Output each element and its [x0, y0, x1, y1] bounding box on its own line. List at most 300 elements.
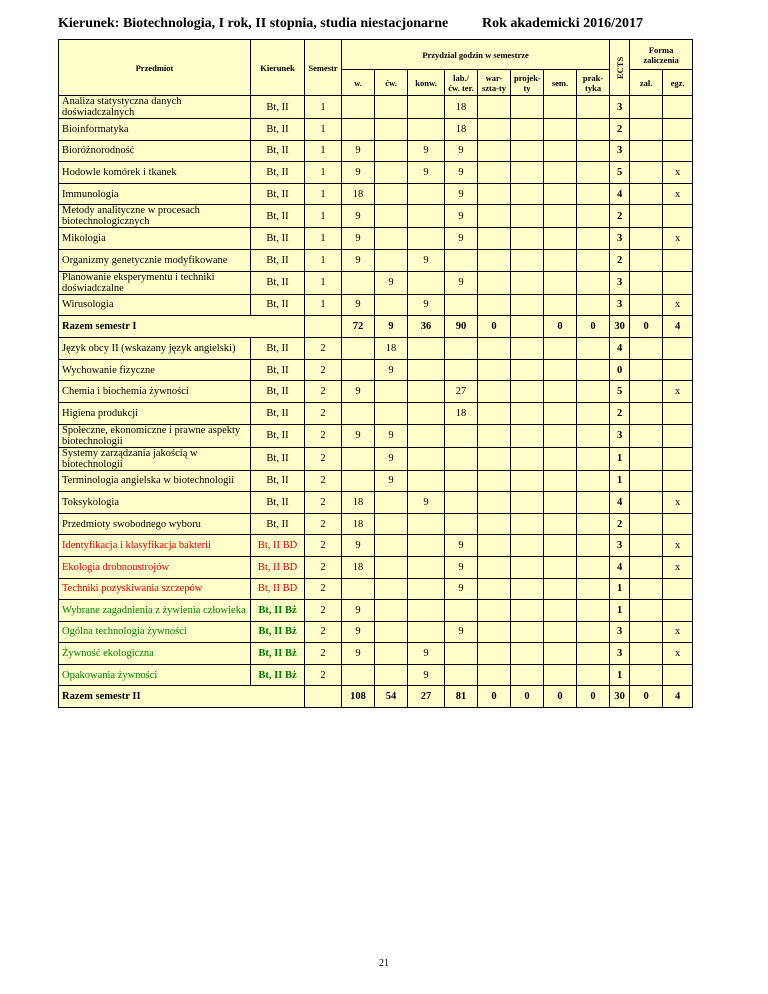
- cell-war: 0: [478, 316, 511, 338]
- table-row: [59, 359, 693, 381]
- cell-sem: 1: [305, 271, 342, 294]
- cell-kier: Bt, II BD: [251, 556, 305, 578]
- cell-w: [342, 470, 375, 492]
- cell-zal: [630, 492, 663, 514]
- cell-war: [478, 578, 511, 600]
- cell-kier: Bt, II: [251, 271, 305, 294]
- cell-sem: 1: [305, 228, 342, 250]
- summary-row: [59, 316, 693, 338]
- academic-year: Rok akademicki 2016/2017: [481, 16, 643, 31]
- cell-zal: [630, 183, 663, 205]
- cell-konw: 9: [408, 294, 445, 316]
- cell-ects: 1: [610, 578, 630, 600]
- cell-war: [478, 140, 511, 162]
- cell-ects: 1: [610, 470, 630, 492]
- cell-proj: [511, 664, 544, 686]
- cell-lab: [445, 359, 478, 381]
- cell-zal: [630, 162, 663, 184]
- cell-konw: [408, 447, 445, 470]
- cell-proj: [511, 600, 544, 622]
- cell-cw: [375, 643, 408, 665]
- cell-zal: [630, 556, 663, 578]
- cell-w: 9: [342, 535, 375, 557]
- cell-proj: [511, 381, 544, 403]
- cell-prak: [577, 535, 610, 557]
- cell-konw: [408, 338, 445, 360]
- cell-w: [342, 359, 375, 381]
- cell-konw: [408, 578, 445, 600]
- cell-lab: [445, 513, 478, 535]
- cell-prak: [577, 492, 610, 514]
- col-sem: sem.: [544, 70, 577, 96]
- cell-lab: 81: [445, 686, 478, 708]
- cell-w: [342, 447, 375, 470]
- cell-zal: [630, 402, 663, 424]
- cell-semn: [544, 470, 577, 492]
- cell-konw: 9: [408, 643, 445, 665]
- cell-lab: [445, 664, 478, 686]
- table-row: [59, 535, 693, 557]
- cell-w: [342, 578, 375, 600]
- cell-cw: 54: [375, 686, 408, 708]
- cell-cw: [375, 228, 408, 250]
- cell-ects: 3: [610, 96, 630, 119]
- cell-kier: Bt, II: [251, 424, 305, 447]
- table-row: [59, 162, 693, 184]
- cell-war: [478, 359, 511, 381]
- cell-egz: [663, 424, 693, 447]
- cell-egz: x: [663, 183, 693, 205]
- cell-lab: [445, 338, 478, 360]
- cell-proj: [511, 492, 544, 514]
- table-row: [59, 600, 693, 622]
- cell-konw: [408, 513, 445, 535]
- col-w: w.: [342, 70, 375, 96]
- table-row: [59, 183, 693, 205]
- table-row: [59, 205, 693, 228]
- cell-w: 9: [342, 249, 375, 271]
- program-title: Kierunek: Biotechnologia, I rok, II stopnia, studia niestacjonarne: [58, 16, 449, 31]
- cell-prak: [577, 470, 610, 492]
- cell-war: [478, 600, 511, 622]
- cell-lab: 9: [445, 205, 478, 228]
- cell-cw: [375, 205, 408, 228]
- cell-kier: Bt, II BD: [251, 578, 305, 600]
- study-plan-table: [58, 39, 693, 708]
- cell-semn: [544, 359, 577, 381]
- cell-proj: [511, 119, 544, 141]
- cell-konw: 9: [408, 162, 445, 184]
- cell-ects: 30: [610, 686, 630, 708]
- col-przydzial: Przydział godzin w semestrze: [342, 40, 610, 70]
- cell-prak: [577, 140, 610, 162]
- cell-prak: [577, 96, 610, 119]
- cell-cw: [375, 381, 408, 403]
- cell-cw: [375, 162, 408, 184]
- col-konw: konw.: [408, 70, 445, 96]
- cell-proj: [511, 470, 544, 492]
- cell-name: Systemy zarządzania jakością w biotechnologii: [59, 447, 251, 470]
- cell-ects: 3: [610, 424, 630, 447]
- cell-name: Terminologia angielska w biotechnologii: [59, 470, 251, 492]
- cell-proj: [511, 513, 544, 535]
- cell-egz: x: [663, 162, 693, 184]
- cell-war: [478, 271, 511, 294]
- cell-semn: [544, 402, 577, 424]
- cell-semn: [544, 424, 577, 447]
- cell-proj: [511, 162, 544, 184]
- cell-egz: [663, 359, 693, 381]
- cell-zal: [630, 447, 663, 470]
- cell-name: Ogólna technologia żywności: [59, 621, 251, 643]
- cell-ects: 3: [610, 535, 630, 557]
- cell-cw: [375, 249, 408, 271]
- cell-war: [478, 470, 511, 492]
- cell-war: [478, 249, 511, 271]
- cell-war: [478, 664, 511, 686]
- cell-sem: 2: [305, 402, 342, 424]
- cell-kier: Bt, II: [251, 294, 305, 316]
- cell-w: 9: [342, 140, 375, 162]
- cell-w: 9: [342, 205, 375, 228]
- cell-sem: 2: [305, 359, 342, 381]
- cell-semn: [544, 338, 577, 360]
- cell-cw: [375, 578, 408, 600]
- cell-egz: [663, 338, 693, 360]
- cell-cw: [375, 535, 408, 557]
- cell-ects: 4: [610, 338, 630, 360]
- cell-proj: [511, 96, 544, 119]
- cell-semn: [544, 578, 577, 600]
- cell-name: Planowanie eksperymentu i techniki doświadczalne: [59, 271, 251, 294]
- cell-prak: [577, 271, 610, 294]
- cell-sem: 1: [305, 140, 342, 162]
- cell-konw: [408, 556, 445, 578]
- cell-proj: [511, 535, 544, 557]
- cell-konw: [408, 359, 445, 381]
- cell-prak: [577, 338, 610, 360]
- cell-name: Higiena produkcji: [59, 402, 251, 424]
- cell-war: [478, 535, 511, 557]
- cell-w: 9: [342, 294, 375, 316]
- cell-sem: 2: [305, 664, 342, 686]
- cell-w: 18: [342, 556, 375, 578]
- cell-lab: 27: [445, 381, 478, 403]
- cell-kier: Bt, II: [251, 119, 305, 141]
- cell-name: Analiza statystyczna danych doświadczalnych: [59, 96, 251, 119]
- cell-zal: [630, 338, 663, 360]
- table-row: [59, 424, 693, 447]
- cell-sem: 2: [305, 447, 342, 470]
- page-header: [58, 16, 713, 34]
- col-cw: ćw.: [375, 70, 408, 96]
- cell-name: Organizmy genetycznie modyfikowane: [59, 249, 251, 271]
- cell-sem: 2: [305, 621, 342, 643]
- cell-war: [478, 338, 511, 360]
- table-row: [59, 513, 693, 535]
- cell-zal: [630, 96, 663, 119]
- cell-ects: 1: [610, 600, 630, 622]
- cell-sem: 2: [305, 470, 342, 492]
- cell-w: 18: [342, 183, 375, 205]
- cell-kier: Bt, II Bż: [251, 643, 305, 665]
- cell-prak: 0: [577, 686, 610, 708]
- cell-proj: [511, 402, 544, 424]
- cell-cw: [375, 621, 408, 643]
- cell-name: Wirusologia: [59, 294, 251, 316]
- cell-ects: 2: [610, 205, 630, 228]
- table-row: [59, 664, 693, 686]
- table-row: [59, 447, 693, 470]
- cell-war: [478, 205, 511, 228]
- cell-name: Metody analityczne w procesach biotechnologicznych: [59, 205, 251, 228]
- cell-zal: [630, 600, 663, 622]
- cell-konw: [408, 183, 445, 205]
- cell-kier: Bt, II: [251, 338, 305, 360]
- cell-kier: Bt, II: [251, 96, 305, 119]
- cell-semn: [544, 294, 577, 316]
- cell-prak: [577, 359, 610, 381]
- cell-name: Razem semestr II: [59, 686, 305, 708]
- cell-name: Hodowle komórek i tkanek: [59, 162, 251, 184]
- cell-w: [342, 664, 375, 686]
- cell-semn: [544, 183, 577, 205]
- cell-ects: 2: [610, 402, 630, 424]
- cell-semn: [544, 492, 577, 514]
- cell-name: Toksykologia: [59, 492, 251, 514]
- cell-w: 9: [342, 228, 375, 250]
- cell-lab: 9: [445, 578, 478, 600]
- cell-semn: [544, 556, 577, 578]
- cell-w: 9: [342, 424, 375, 447]
- cell-sem: [305, 316, 342, 338]
- cell-konw: [408, 402, 445, 424]
- cell-war: [478, 96, 511, 119]
- cell-egz: [663, 470, 693, 492]
- table-row: [59, 556, 693, 578]
- cell-lab: 9: [445, 140, 478, 162]
- table-row: [59, 338, 693, 360]
- cell-zal: 0: [630, 686, 663, 708]
- cell-proj: [511, 447, 544, 470]
- cell-prak: [577, 556, 610, 578]
- cell-w: [342, 119, 375, 141]
- cell-kier: Bt, II: [251, 381, 305, 403]
- cell-lab: 9: [445, 183, 478, 205]
- cell-w: [342, 338, 375, 360]
- cell-ects: 2: [610, 249, 630, 271]
- table-row: [59, 643, 693, 665]
- cell-proj: [511, 359, 544, 381]
- cell-semn: [544, 381, 577, 403]
- cell-sem: 1: [305, 294, 342, 316]
- cell-egz: [663, 600, 693, 622]
- cell-egz: 4: [663, 686, 693, 708]
- cell-zal: [630, 643, 663, 665]
- cell-proj: [511, 228, 544, 250]
- cell-sem: 2: [305, 492, 342, 514]
- cell-prak: [577, 447, 610, 470]
- cell-cw: 9: [375, 424, 408, 447]
- cell-name: Język obcy II (wskazany język angielski): [59, 338, 251, 360]
- cell-egz: [663, 664, 693, 686]
- cell-konw: [408, 271, 445, 294]
- cell-zal: [630, 578, 663, 600]
- cell-w: 9: [342, 600, 375, 622]
- col-przedmiot: Przedmiot: [59, 40, 251, 96]
- cell-cw: [375, 402, 408, 424]
- cell-proj: [511, 643, 544, 665]
- cell-egz: 4: [663, 316, 693, 338]
- col-warsztaty: war-szta-ty: [478, 70, 511, 96]
- cell-ects: 3: [610, 294, 630, 316]
- cell-semn: [544, 447, 577, 470]
- cell-war: [478, 294, 511, 316]
- cell-semn: [544, 140, 577, 162]
- cell-cw: [375, 183, 408, 205]
- col-praktyka: prak-tyka: [577, 70, 610, 96]
- cell-konw: [408, 470, 445, 492]
- cell-proj: [511, 578, 544, 600]
- col-egz: egz.: [663, 70, 693, 96]
- cell-proj: [511, 205, 544, 228]
- cell-war: [478, 228, 511, 250]
- cell-kier: Bt, II: [251, 359, 305, 381]
- cell-proj: [511, 140, 544, 162]
- cell-konw: 27: [408, 686, 445, 708]
- cell-kier: Bt, II: [251, 183, 305, 205]
- cell-konw: [408, 119, 445, 141]
- cell-zal: [630, 664, 663, 686]
- cell-sem: 1: [305, 183, 342, 205]
- cell-semn: [544, 162, 577, 184]
- cell-name: Techniki pozyskiwania szczepów: [59, 578, 251, 600]
- cell-lab: 9: [445, 556, 478, 578]
- cell-war: [478, 621, 511, 643]
- cell-name: Mikologia: [59, 228, 251, 250]
- cell-w: [342, 402, 375, 424]
- cell-ects: 30: [610, 316, 630, 338]
- cell-sem: 2: [305, 556, 342, 578]
- cell-proj: [511, 556, 544, 578]
- cell-egz: [663, 205, 693, 228]
- cell-cw: 9: [375, 271, 408, 294]
- cell-lab: [445, 424, 478, 447]
- cell-w: [342, 271, 375, 294]
- cell-semn: [544, 600, 577, 622]
- cell-proj: [511, 316, 544, 338]
- cell-prak: 0: [577, 316, 610, 338]
- cell-semn: [544, 205, 577, 228]
- col-lab: lab./ ćw. ter.: [445, 70, 478, 96]
- cell-kier: Bt, II: [251, 470, 305, 492]
- cell-ects: 4: [610, 183, 630, 205]
- table-row: [59, 271, 693, 294]
- cell-proj: [511, 249, 544, 271]
- cell-prak: [577, 424, 610, 447]
- cell-egz: x: [663, 643, 693, 665]
- cell-zal: [630, 513, 663, 535]
- cell-konw: [408, 424, 445, 447]
- cell-prak: [577, 249, 610, 271]
- cell-ects: 0: [610, 359, 630, 381]
- table-row: [59, 381, 693, 403]
- table-row: [59, 140, 693, 162]
- cell-proj: [511, 183, 544, 205]
- cell-w: 9: [342, 162, 375, 184]
- cell-kier: Bt, II: [251, 447, 305, 470]
- cell-proj: 0: [511, 686, 544, 708]
- table-row: [59, 249, 693, 271]
- cell-name: Przedmioty swobodnego wyboru: [59, 513, 251, 535]
- cell-semn: 0: [544, 686, 577, 708]
- cell-cw: [375, 294, 408, 316]
- cell-zal: [630, 535, 663, 557]
- cell-lab: 9: [445, 162, 478, 184]
- table-row: [59, 492, 693, 514]
- cell-lab: [445, 643, 478, 665]
- cell-sem: 2: [305, 600, 342, 622]
- cell-sem: [305, 686, 342, 708]
- cell-kier: Bt, II: [251, 140, 305, 162]
- cell-name: Ekologia drobnoustrojów: [59, 556, 251, 578]
- cell-name: Żywność ekologiczna: [59, 643, 251, 665]
- cell-lab: [445, 447, 478, 470]
- table-row: [59, 578, 693, 600]
- cell-name: Chemia i biochemia żywności: [59, 381, 251, 403]
- cell-egz: x: [663, 492, 693, 514]
- cell-prak: [577, 119, 610, 141]
- table-row: [59, 402, 693, 424]
- col-zal: zal.: [630, 70, 663, 96]
- cell-sem: 1: [305, 162, 342, 184]
- cell-semn: [544, 535, 577, 557]
- col-projekty: projek-ty: [511, 70, 544, 96]
- cell-ects: 3: [610, 621, 630, 643]
- cell-sem: 2: [305, 338, 342, 360]
- cell-lab: 90: [445, 316, 478, 338]
- cell-cw: [375, 96, 408, 119]
- cell-zal: [630, 271, 663, 294]
- cell-zal: [630, 621, 663, 643]
- cell-w: 108: [342, 686, 375, 708]
- col-ects: ECTS: [610, 40, 630, 96]
- cell-semn: [544, 643, 577, 665]
- cell-egz: [663, 513, 693, 535]
- cell-egz: [663, 447, 693, 470]
- cell-semn: [544, 621, 577, 643]
- cell-lab: 9: [445, 535, 478, 557]
- cell-semn: [544, 96, 577, 119]
- cell-lab: 18: [445, 402, 478, 424]
- table-row: [59, 621, 693, 643]
- cell-ects: 2: [610, 119, 630, 141]
- cell-sem: 2: [305, 381, 342, 403]
- table-row: [59, 294, 693, 316]
- cell-cw: 9: [375, 447, 408, 470]
- cell-sem: 2: [305, 424, 342, 447]
- cell-proj: [511, 271, 544, 294]
- cell-name: Opakowania żywności: [59, 664, 251, 686]
- cell-war: [478, 513, 511, 535]
- cell-proj: [511, 424, 544, 447]
- cell-prak: [577, 643, 610, 665]
- cell-egz: [663, 140, 693, 162]
- cell-sem: 2: [305, 578, 342, 600]
- cell-war: [478, 381, 511, 403]
- cell-w: 9: [342, 621, 375, 643]
- cell-w: 9: [342, 643, 375, 665]
